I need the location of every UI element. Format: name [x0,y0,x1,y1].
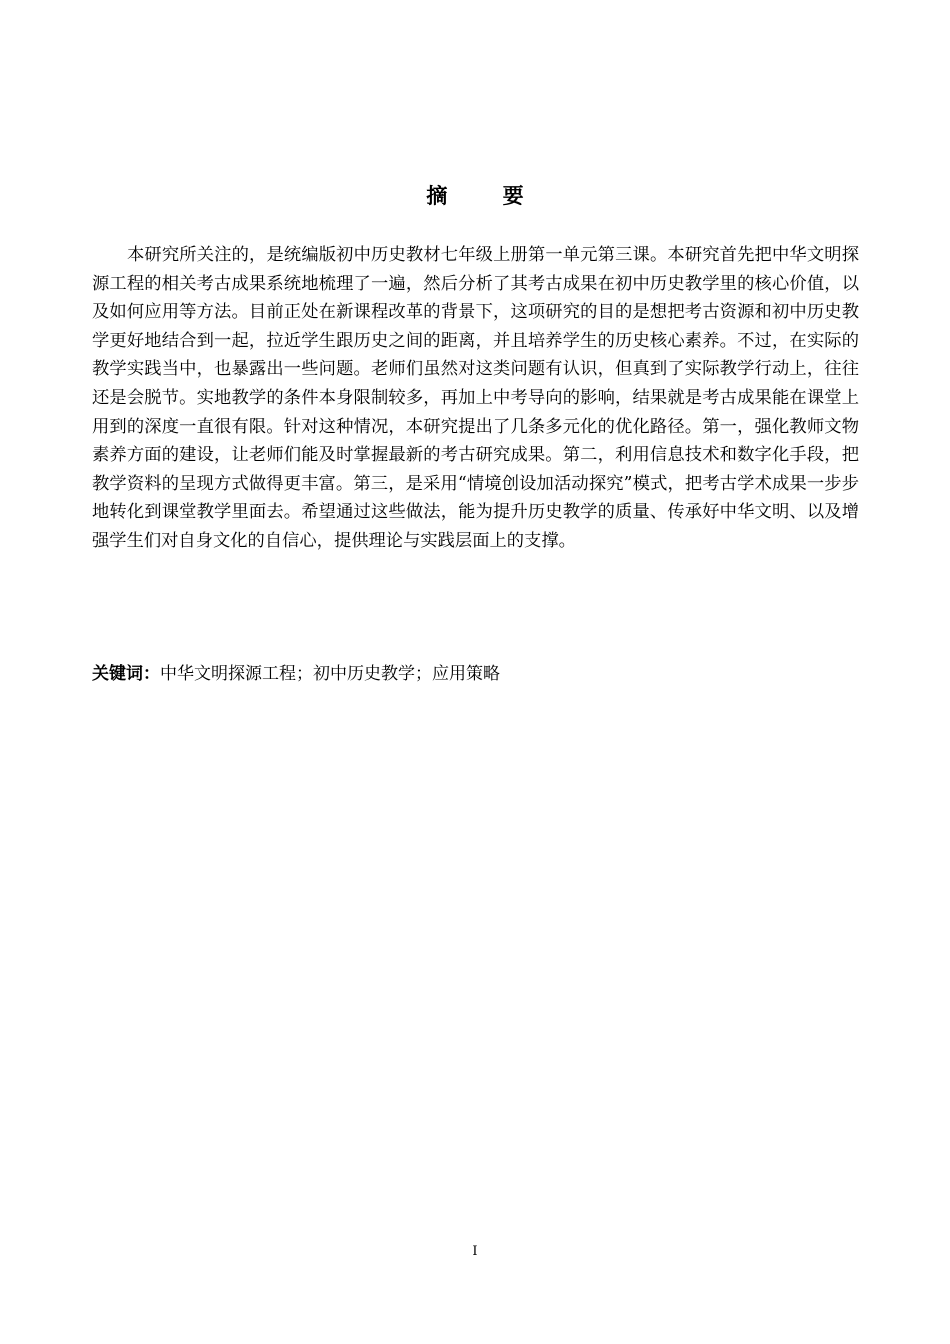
keywords-text: 中华文明探源工程；初中历史教学；应用策略 [160,664,500,684]
keywords-line [92,660,859,688]
abstract-title: 摘 要 [426,184,548,208]
keywords-label: 关键词： [92,664,160,684]
abstract-body: 本研究所关注的，是统编版初中历史教材七年级上册第一单元第三课。本研究首先把中华文明探源工程的相关考古成果系统地梳理了一遍，然后分析了其考古成果在初中历史教学里的核心价值，以及如何应用等方法。目前正处在新课程改革的背景下，这项研究的目的是想把考古资源和初中历史教学更好地结合到一起，拉近学生跟历史之间的距离，并且培养学生的历史核心素养。不过，在实际的教学实践当中，也暴露出一些问题。老师们虽然对这类问题有认识，但真到了实际教学行动上，往往还是会脱节。实地教学的条件本身限制较多，再加上中考导向的影响，结果就是考古成果能在课堂上用到的深度一直很有限。针对这种情况，本研究提出了几条多元化的优化路径。第一，强化教师文物素养方面的建设，让老师们能及时掌握最新的考古研究成果。第二，利用信息技术和数字化手段，把教学资料的呈现方式做得更丰富。第三，是采用“情境创设加活动探究”模式，把考古学术成果一步步地转化到课堂教学里面去。希望通过这些做法，能为提升历史教学的质量、传承好中华文明、以及增强学生们对自身文化的自信心，提供理论与实践层面上的支撑。 [92,245,859,551]
page-number: I [472,1244,478,1259]
